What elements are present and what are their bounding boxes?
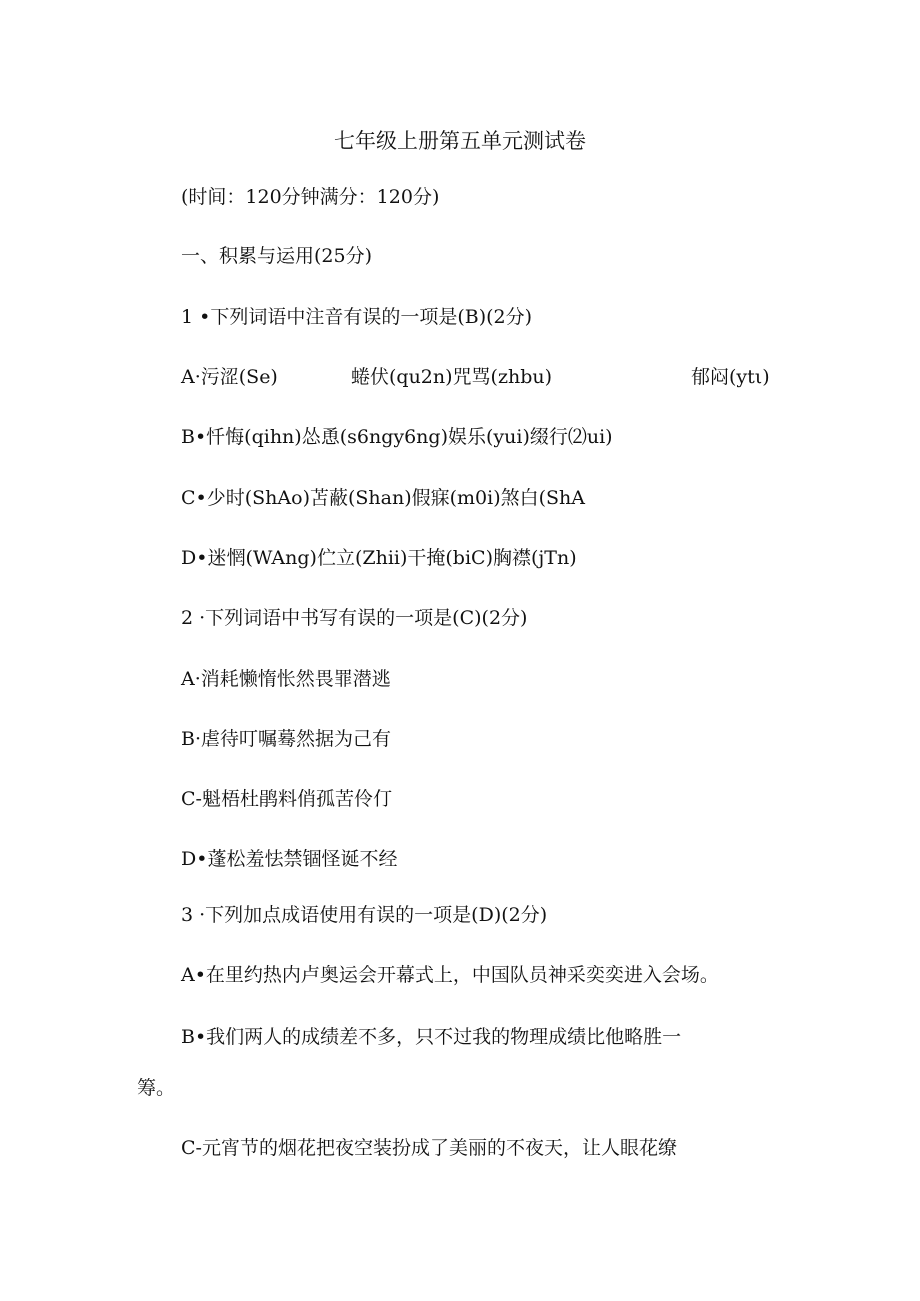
question-3-option-c-line-1: C-元宵节的烟花把夜空装扮成了美丽的不夜天，让人眼花缭: [181, 1137, 677, 1159]
question-1-option-b: B•忏悔(qihn)怂恿(s6ngy6ng)娱乐(yui)缀行⑵ui): [181, 426, 613, 448]
option-a-part-2: 蜷伏(qu2n)咒骂(zhbu): [351, 366, 553, 388]
question-2-option-d: D•蓬松羞怯禁锢怪诞不经: [181, 848, 398, 870]
question-3-option-a: A•在里约热内卢奥运会开幕式上，中国队员神采奕奕进入会场。: [181, 964, 719, 986]
time-info: (时间：120分钟满分：120分): [181, 186, 440, 208]
question-2-option-b: B·虐待叮嘱蓦然据为己有: [181, 728, 392, 750]
question-2-option-a: A·消耗懒惰怅然畏罪潜逃: [181, 668, 391, 690]
option-a-part-1: A·污涩(Se): [181, 366, 278, 388]
question-2-option-c: C-魁梧杜鹃料俏孤苦伶仃: [181, 788, 392, 810]
question-1-option-c: C•少时(ShAo)苫蔽(Shan)假寐(m0i)煞白(ShA: [181, 487, 586, 509]
question-1-stem: 1 •下列词语中注音有误的一项是(B)(2分): [181, 306, 533, 328]
page-title: 七年级上册第五单元测试卷: [334, 129, 586, 153]
option-a-part-3: 郁闷(ytι): [691, 366, 770, 388]
question-3-option-b-line-1: B•我们两人的成绩差不多，只不过我的物理成绩比他略胜一: [181, 1026, 682, 1048]
question-2-stem: 2 ·下列词语中书写有误的一项是(C)(2分): [181, 607, 528, 629]
question-1-option-d: D•迷惘(WAng)伫立(Zhii)干掩(biC)胸襟(jTn): [181, 547, 577, 569]
question-3-stem: 3 ·下列加点成语使用有误的一项是(D)(2分): [181, 904, 548, 926]
question-3-option-b-line-2: 筹。: [137, 1077, 176, 1099]
section-heading: 一、积累与运用(25分): [181, 245, 373, 267]
